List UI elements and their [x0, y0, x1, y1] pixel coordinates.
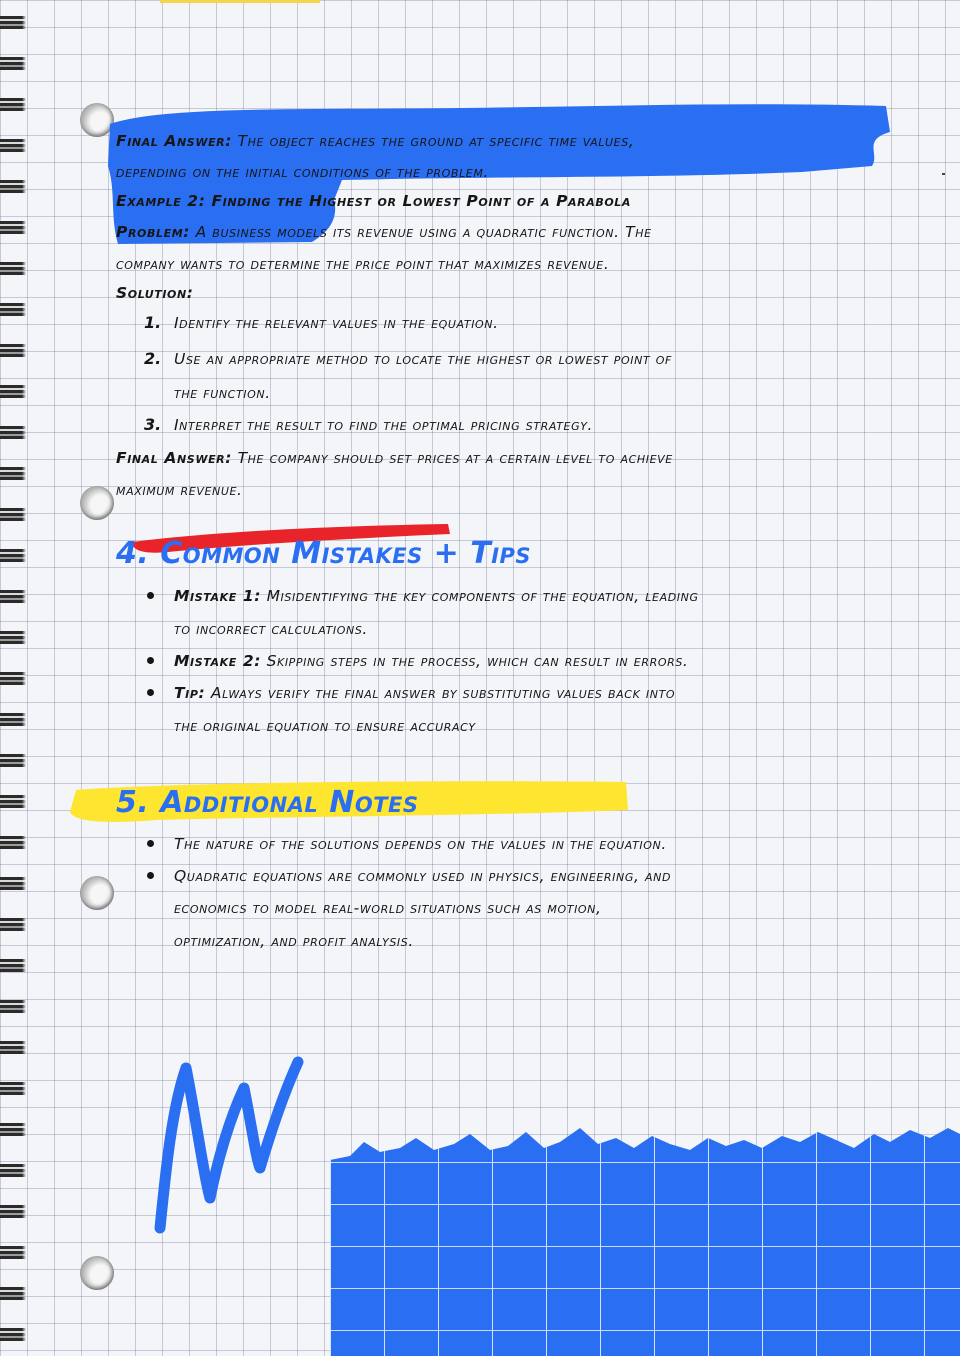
step-text: Identify the relevant values in the equation.	[174, 314, 499, 332]
spiral-binding	[0, 0, 30, 1356]
final-answer-line	[116, 448, 673, 468]
bullet-dot	[147, 872, 154, 879]
section-heading-notes: 5. Additional Notes	[116, 785, 419, 820]
final-answer-label: Final Answer:	[116, 132, 233, 150]
list-item-continuation: to incorrect calculations.	[174, 620, 368, 638]
punch-hole	[80, 1256, 114, 1290]
bullet-dot	[147, 689, 154, 696]
tip-label: Tip:	[174, 684, 206, 702]
bullet-dot	[147, 592, 154, 599]
solution-label: Solution:	[116, 284, 194, 302]
bullet-dot	[147, 657, 154, 664]
list-item-continuation: the original equation to ensure accuracy	[174, 717, 476, 735]
list-item: Quadratic equations are commonly used in physics, engineering, and	[174, 867, 672, 885]
final-answer-line	[116, 131, 634, 151]
problem-label: Problem:	[116, 223, 191, 241]
list-item-continuation: economics to model real-world situations such as motion,	[174, 899, 602, 917]
step-text: Interpret the result to find the optimal pricing strategy.	[174, 416, 594, 434]
bullet-dot	[147, 840, 154, 847]
problem-line	[116, 222, 652, 242]
step-number: 2.	[144, 349, 162, 368]
example-heading-text: Example 2: Finding the Highest or Lowest Point of a Parabola	[116, 192, 631, 210]
torn-blue-grid-paper	[330, 1120, 960, 1356]
list-item	[174, 683, 675, 703]
top-tape-strip	[160, 0, 320, 3]
punch-hole	[80, 876, 114, 910]
mistake-text: Misidentifying the key components of the equation, leading	[266, 587, 699, 605]
final-answer-label: Final Answer:	[116, 449, 233, 467]
step-text: Use an appropriate method to locate the highest or lowest point of	[174, 350, 672, 368]
blue-scribble-doodle	[148, 1048, 308, 1238]
section-heading-mistakes: 4. Common Mistakes + Tips	[116, 536, 532, 571]
final-answer-continuation: depending on the initial conditions of the problem.	[116, 163, 489, 181]
punch-hole	[80, 486, 114, 520]
mistake-label: Mistake 1:	[174, 587, 262, 605]
solution-label-line	[116, 283, 194, 303]
final-answer-text: The company should set prices at a certain level to achieve	[237, 449, 673, 467]
problem-continuation: company wants to determine the price point that maximizes revenue.	[116, 255, 610, 273]
list-item	[174, 586, 699, 606]
step-number: 1.	[144, 313, 162, 332]
final-answer-text: The object reaches the ground at specific time values,	[237, 132, 635, 150]
paper-speck	[942, 173, 945, 175]
list-item: The nature of the solutions depends on the values in the equation.	[174, 835, 667, 853]
list-item-continuation: optimization, and profit analysis.	[174, 932, 414, 950]
tip-text: Always verify the final answer by substituting values back into	[210, 684, 676, 702]
final-answer-continuation: maximum revenue.	[116, 481, 243, 499]
step-number: 3.	[144, 415, 162, 434]
step-text-continuation: the function.	[174, 384, 271, 402]
mistake-label: Mistake 2:	[174, 652, 262, 670]
example-heading	[116, 191, 631, 211]
mistake-text: Skipping steps in the process, which can result in errors.	[266, 652, 689, 670]
list-item	[174, 651, 688, 671]
problem-text: A business models its revenue using a quadratic function. The	[195, 223, 652, 241]
